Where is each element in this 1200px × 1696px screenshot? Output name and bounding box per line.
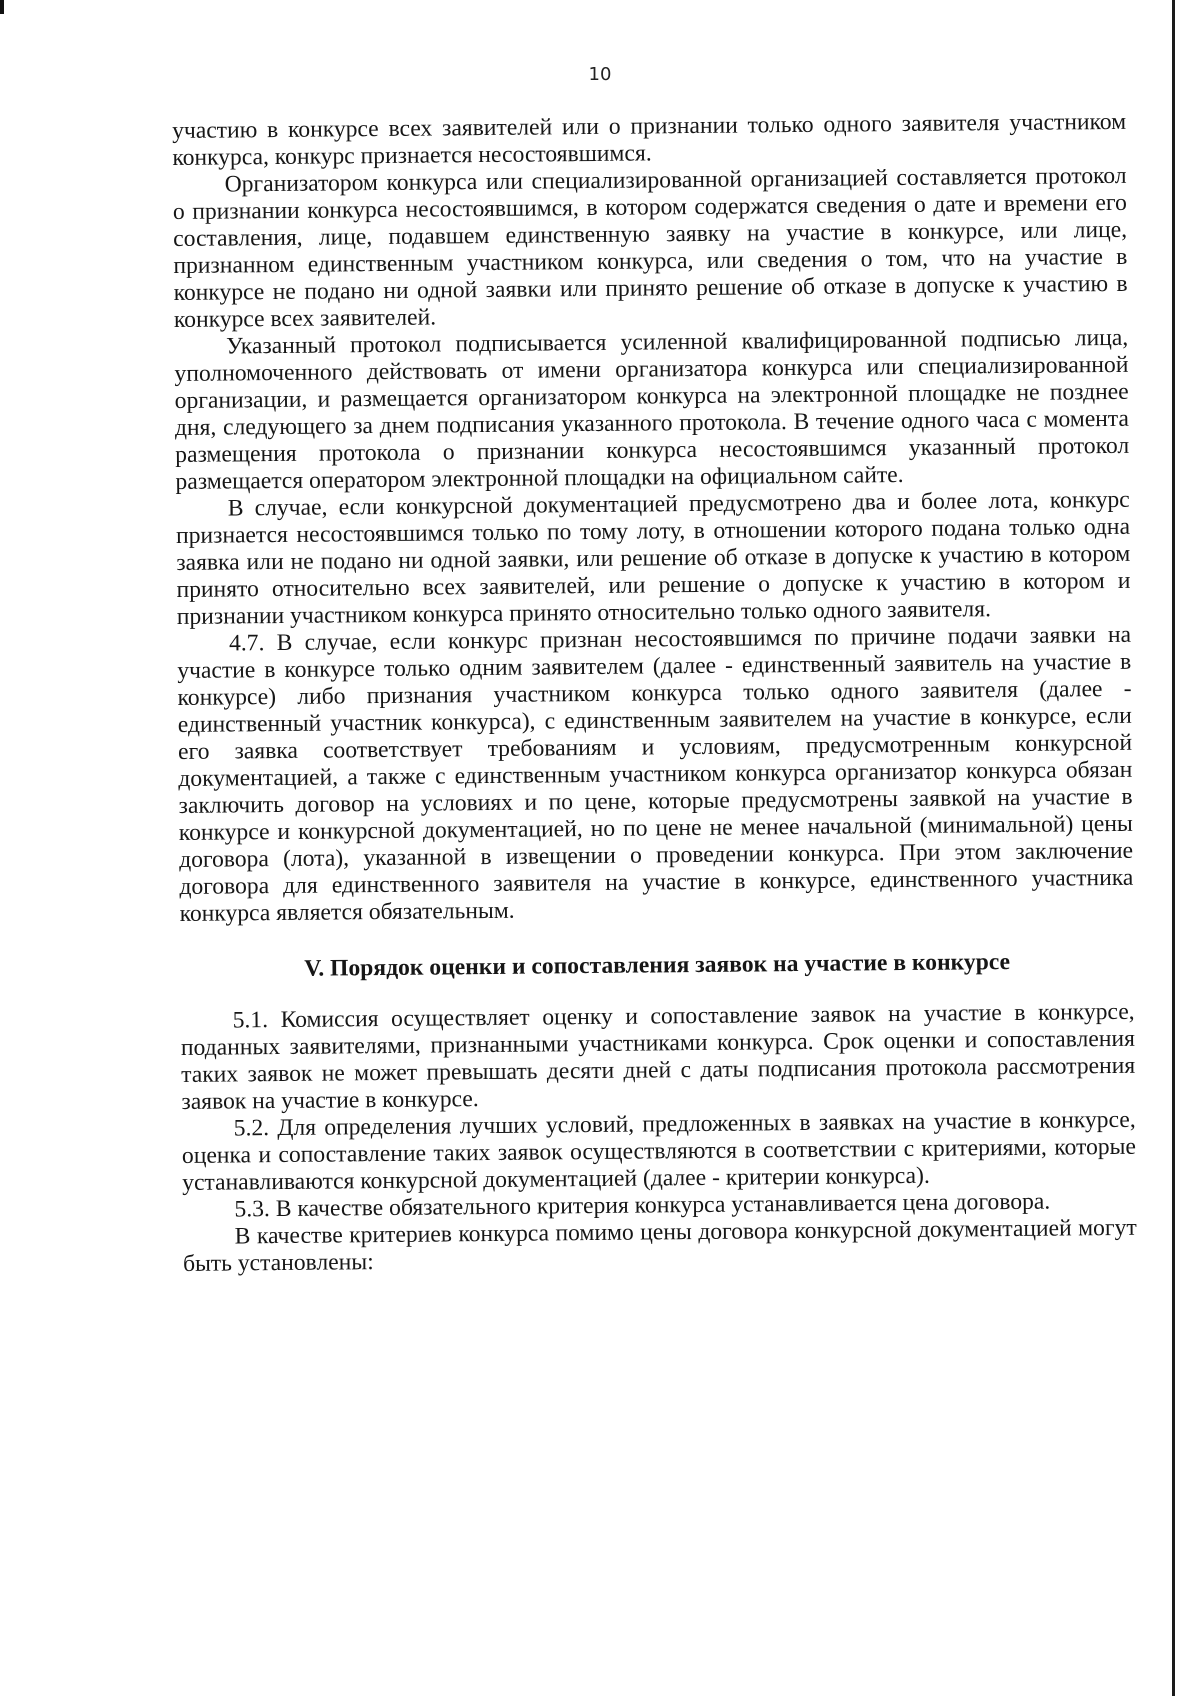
paragraph-criteria-list-intro: В качестве критериев конкурса помимо цены договора конкурсной документацией могут быть установлены: xyxy=(182,1214,1137,1277)
paragraph-protocol-contents: Организатором конкурса или специализированной организацией составляется протокол о признании конкурса несостоявшимся, в котором содержатся сведения о дате и времени его составления, лице, подавшем единственную заявку на участие в конкурсе, или лице, признанном единственным участником конкурса, или сведения о том, что на участие в конкурсе не подано ни одной заявки или принято решение об отказе в допуске к участию в конкурсе всех заявителей. xyxy=(172,162,1128,333)
paragraph-5-3: 5.3. В качестве обязательного критерия конкурса устанавливается цена договора. xyxy=(234,1188,1051,1223)
paragraph-protocol-signing: Указанный протокол подписывается усиленной квалифицированной подписью лица, уполномоченного действовать от имени организатора конкурса или специализированной организации, и размещается организатором конкурса на электронной площадке не позднее дня, следующего за днем подписания указанного протокола. В течение одного часа с момента размещения протокола о признании конкурса несостоявшимся указанный протокол размещается оператором электронной площадки на официальном сайте. xyxy=(174,324,1130,495)
section-heading: V. Порядок оценки и сопоставления заявок на участие в конкурсе xyxy=(304,948,1011,982)
paragraph-4-7: 4.7. В случае, если конкурс признан несостоявшимся по причине подачи заявки на участие в конкурсе только одним заявителем (далее - единственный заявитель на участие в конкурсе) либо признания участником конкурса только одного заявителя (далее - единственный участник конкурса), с единственным заявителем на участие в конкурсе, если его заявка соответствует требованиям и условиям, предусмотренным конкурсной документацией, а также с единственным участником конкурса организатор конкурса обязан заключить договор на условиях и по цене, которые предусмотрены заявкой на участие в конкурсе и конкурсной документацией, но по цене не менее начальной (минимальной) цены договора (лота), указанной в извещении о проведении конкурса. При этом заключение договора для единственного заявителя на участие в конкурсе, единственного участника конкурса является обязательным. xyxy=(177,621,1134,927)
scan-edge-mark xyxy=(0,0,4,14)
paragraph-5-2: 5.2. Для определения лучших условий, предложенных в заявках на участие в конкурсе, оценка и сопоставление таких заявок осуществляются в соответствии с критериями, которые устанавливаются конкурсной документацией (далее - критерии конкурса). xyxy=(181,1106,1137,1196)
paragraph-continuation: участию в конкурсе всех заявителей или о признании только одного заявителя участником конкурса, конкурс признается несостоявшимся. xyxy=(172,108,1127,171)
page-number: 10 xyxy=(588,64,612,85)
scan-edge-line xyxy=(1172,0,1175,1696)
document-body xyxy=(172,109,1137,1278)
paragraph-multiple-lots: В случае, если конкурсной документацией предусмотрено два и более лота, конкурс признается несостоявшимся только по тому лоту, в отношении которого подана только одна заявка или не подано ни одной заявки, или решение об отказе в допуске к участию в котором принято относительно всех заявителей, или решение о допуске к участию в котором и признании участником конкурса принято относительно только одного заявителя. xyxy=(175,486,1131,630)
paragraph-5-1: 5.1. Комиссия осуществляет оценку и сопоставление заявок на участие в конкурсе, поданных заявителями, признанными участниками конкурса. Срок оценки и сопоставления таких заявок не может превышать десяти дней с даты подписания протокола рассмотрения заявок на участие в конкурсе. xyxy=(180,998,1136,1115)
